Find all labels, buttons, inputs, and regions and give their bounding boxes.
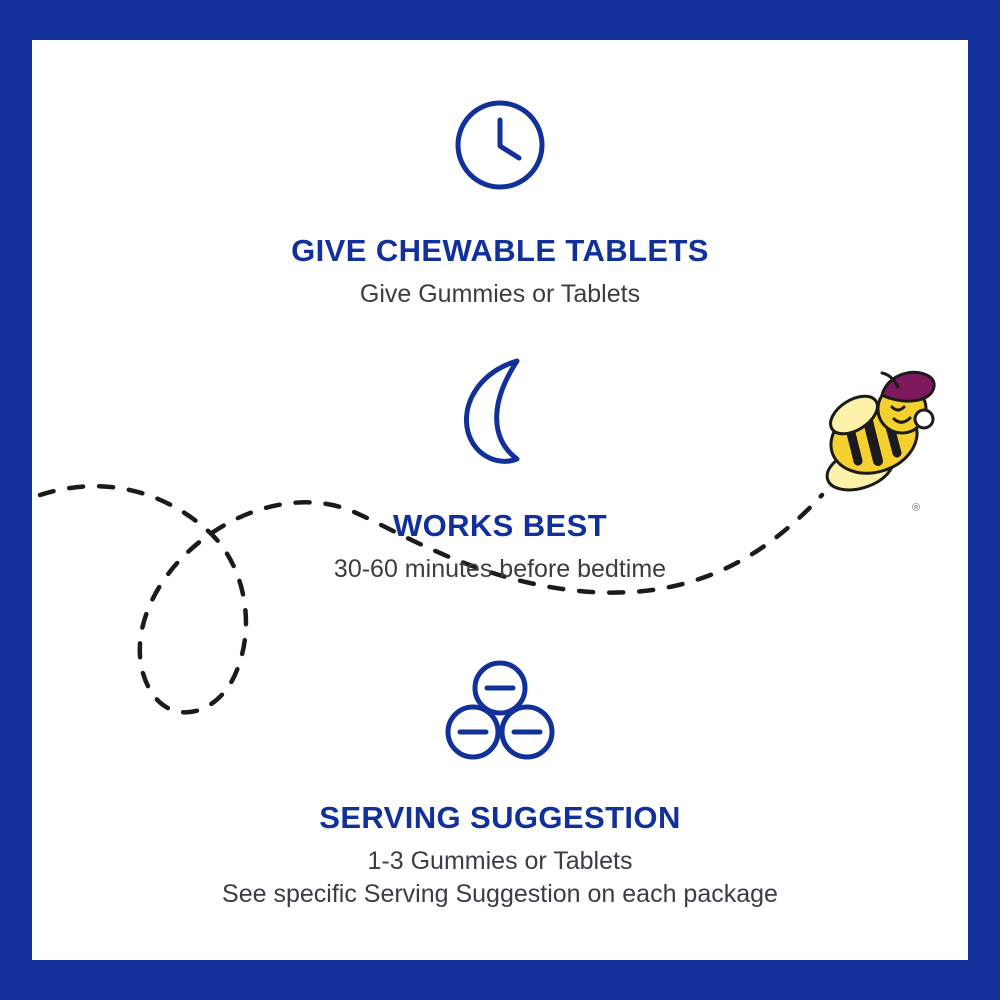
three-tablets-icon — [32, 658, 968, 767]
section-subtitle: Give Gummies or Tablets — [359, 279, 641, 308]
section-title: GIVE CHEWABLE TABLETS — [291, 233, 709, 268]
section-title: SERVING SUGGESTION — [319, 800, 681, 835]
section-subtitle: 30-60 minutes before bedtime — [333, 554, 667, 583]
section-serving-suggestion — [32, 658, 968, 911]
sleeping-bee-mascot — [802, 365, 942, 505]
section-subtitle-secondary: See specific Serving Suggestion on each package — [222, 879, 778, 908]
section-title: WORKS BEST — [392, 508, 608, 543]
clock-icon — [32, 98, 968, 197]
registered-trademark-mark: ® — [912, 502, 921, 514]
section-subtitle: 1-3 Gummies or Tablets — [367, 846, 633, 875]
section-give-chewable-tablets — [32, 98, 968, 311]
white-card — [32, 40, 968, 960]
